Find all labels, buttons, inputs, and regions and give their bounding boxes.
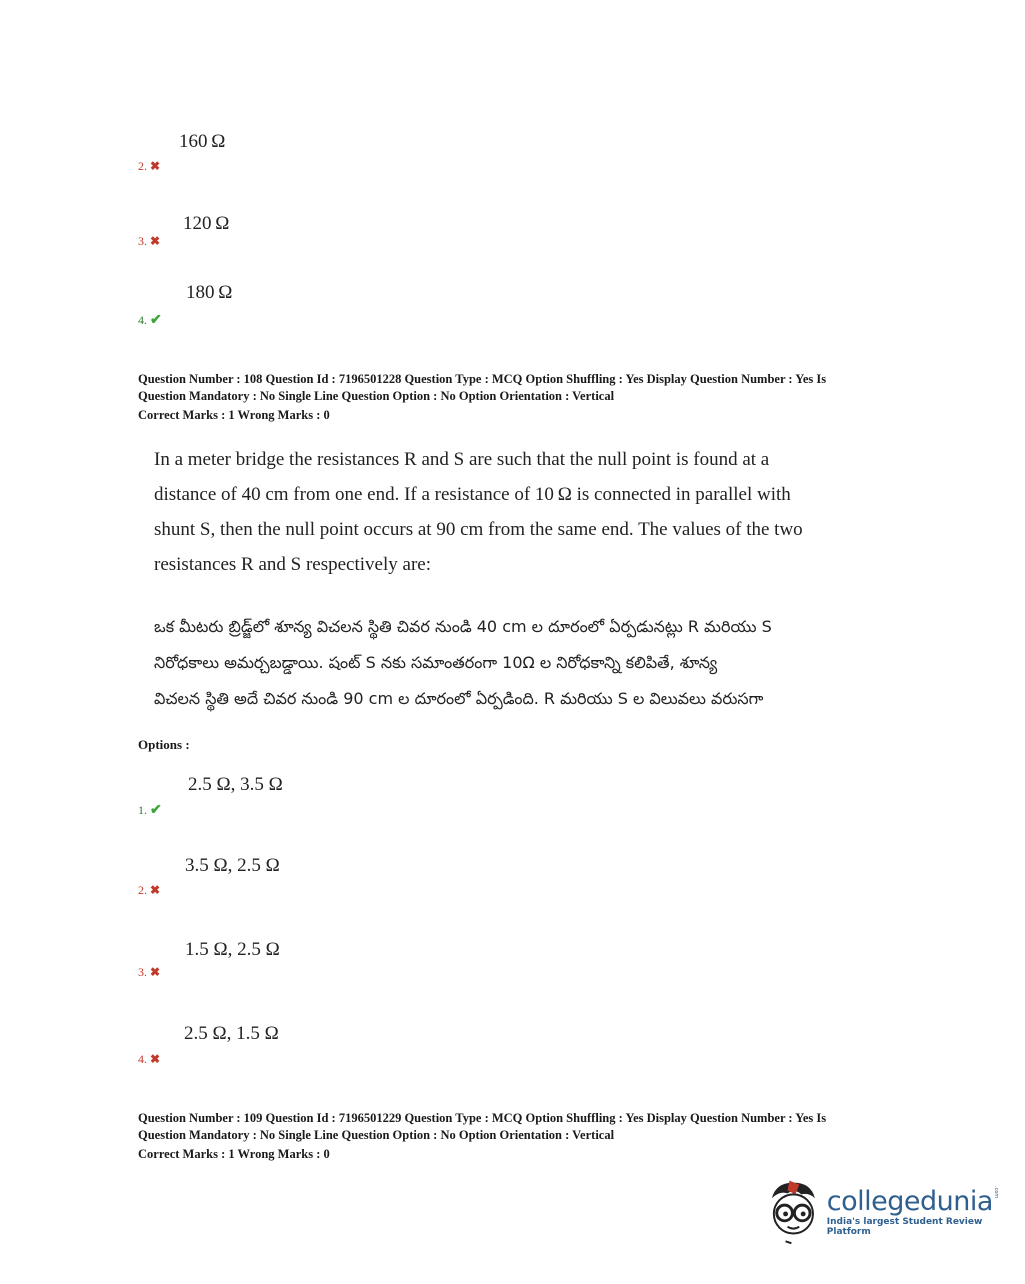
cross-icon: ✖ [150,883,161,897]
cross-icon: ✖ [150,965,161,979]
logo-name: collegedunia [826,1185,993,1217]
option-value: 180 Ω [186,282,233,303]
cross-icon: ✖ [150,1052,161,1066]
check-icon: ✔ [150,803,162,818]
option-number-label: 2. [138,883,147,897]
option-number [138,1052,160,1067]
marks-line: Correct Marks : 1 Wrong Marks : 0 [138,408,330,422]
option-number [138,965,160,980]
question-stem-english [154,442,874,582]
question-meta [138,1110,928,1163]
option-value: 2.5 Ω, 3.5 Ω [188,774,283,795]
question-meta [138,371,928,424]
option-number-label: 3. [138,234,147,248]
option-value: 2.5 Ω, 1.5 Ω [184,1023,279,1044]
stem-line: ఒక మీటరు బ్రిడ్జ్‌లో శూన్య విచలన స్థితి చివర నుండి 40 cm ల దూరంలో ఏర్పడునట్లు R మరియు S [154,617,772,636]
logo-tagline: India's largest Student Review Platform [826,1216,983,1237]
stem-line: In a meter bridge the resistances R and S are such that the null point is found at a [154,449,770,470]
stem-line: distance of 40 cm from one end. If a resistance of 10 Ω is connected in parallel with [154,484,791,505]
cross-icon: ✖ [150,234,161,248]
option-value: 3.5 Ω, 2.5 Ω [185,855,280,876]
stem-line: నిరోధకాలు అమర్చబడ్డాయి. షంట్ S నకు సమాంతరంగా 10Ω ల నిరోధకాన్ని కలిపితే, శూన్య [154,653,718,672]
collegedunia-logo[interactable] [766,1178,1025,1244]
logo-text-block [827,1186,1025,1237]
question-stem-telugu [154,609,874,717]
meta-line: Question Mandatory : No Single Line Question Option : No Option Orientation : Vertical [138,389,615,403]
option-value: 1.5 Ω, 2.5 Ω [185,939,280,960]
option-number-label: 4. [138,313,147,327]
logo-wordmark [827,1186,1025,1217]
marks-line: Correct Marks : 1 Wrong Marks : 0 [138,1147,330,1161]
option-number [138,234,160,249]
option-number-label: 3. [138,965,147,979]
meta-line: Question Mandatory : No Single Line Question Option : No Option Orientation : Vertical [138,1128,615,1142]
option-number [138,883,160,898]
options-label: Options : [138,737,190,752]
meta-line: Question Number : 109 Question Id : 7196501229 Question Type : MCQ Option Shuffling : Yes Display Question Number : Yes Is [138,1111,827,1125]
stem-line: resistances R and S respectively are: [154,554,431,575]
option-value: 160 Ω [179,131,226,152]
check-icon: ✔ [150,313,162,328]
option-number-label: 2. [138,159,147,173]
cross-icon: ✖ [150,159,161,173]
meta-line: Question Number : 108 Question Id : 7196501228 Question Type : MCQ Option Shuffling : Yes Display Question Number : Yes Is [138,372,827,386]
option-number [138,312,162,329]
option-number [138,802,162,819]
stem-line: shunt S, then the null point occurs at 90 cm from the same end. The values of the two [154,519,803,540]
option-number [138,159,160,174]
logo-suffix: .com [992,1185,999,1198]
option-number-label: 1. [138,803,147,817]
option-value: 120 Ω [183,213,230,234]
stem-line: విచలన స్థితి అదే చివర నుండి 90 cm ల దూరంలో ఏర్పడింది. R మరియు S ల విలువలు వరుసగా [154,689,764,708]
mascot-icon [766,1178,821,1244]
option-number-label: 4. [138,1052,147,1066]
